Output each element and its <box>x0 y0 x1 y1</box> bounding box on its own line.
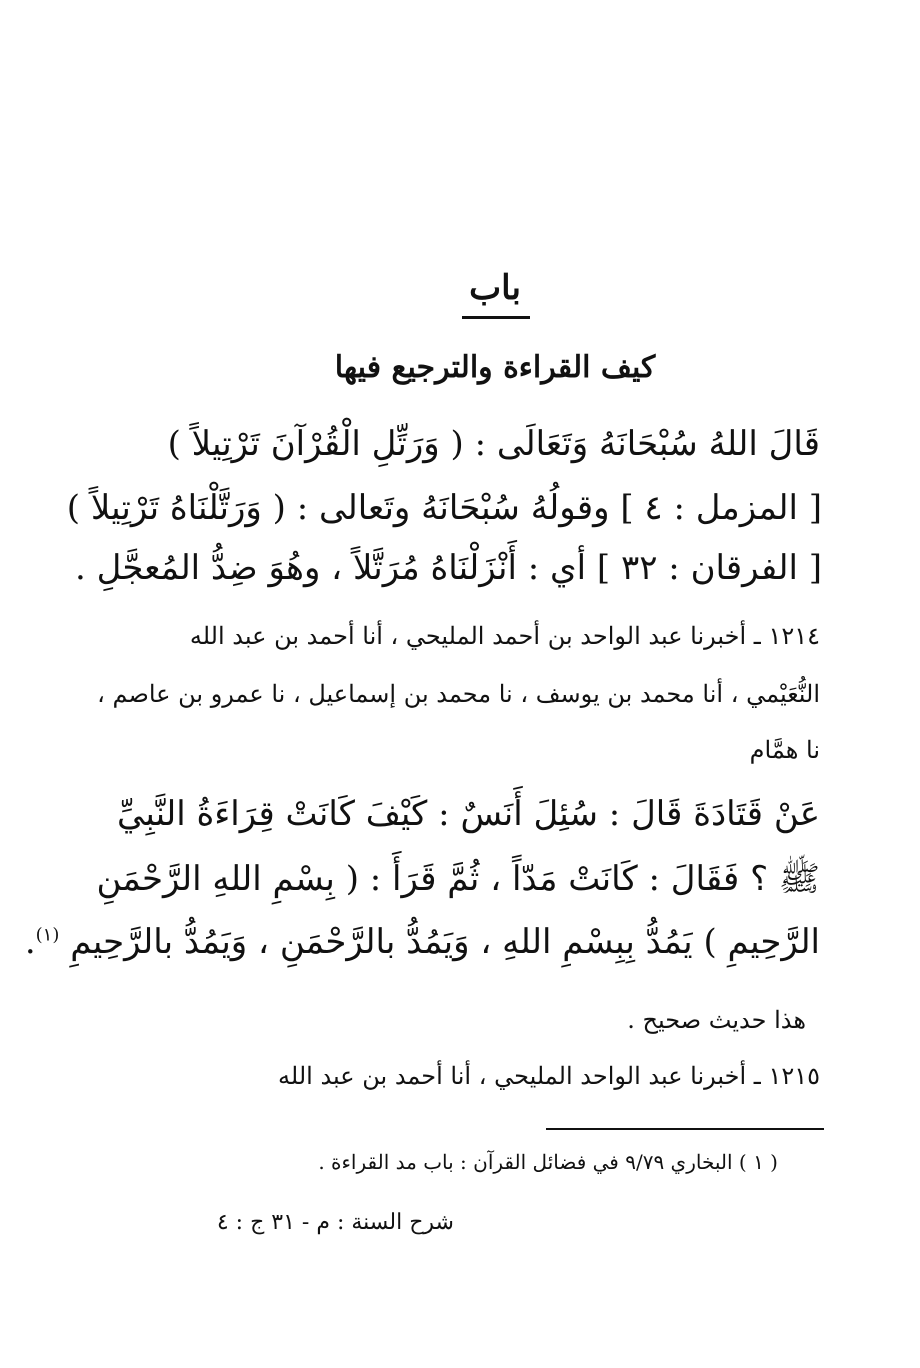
footnote-separator <box>546 1128 824 1130</box>
hadith-1214-isnad-line-3: نا همَّام <box>749 736 820 764</box>
hadith-1215-isnad-line-1: ١٢١٥ ـ أخبرنا عبد الواحد المليحي ، أنا أحمد بن عبد الله <box>278 1062 820 1090</box>
hadith-1214-matn-line-1: عَنْ قَتَادَةَ قَالَ : سُئِلَ أَنَسٌ : كَيْفَ كَانَتْ قِرَاءَةُ النَّبِيِّ <box>116 794 820 834</box>
verse-line-2: [ المزمل : ٤ ] وقولُهُ سُبْحَانَهُ وتَعالى : ( وَرَتَّلْنَاهُ تَرْتِيلاً ) <box>66 488 822 528</box>
hadith-1214-matn-end: . <box>24 922 36 962</box>
chapter-title-underline <box>462 316 530 319</box>
section-heading: كيف القراءة والترجيع فيها <box>334 350 656 385</box>
hadith-1214-matn-line-3 <box>25 922 820 962</box>
chapter-title: باب <box>469 268 521 308</box>
verse-line-1: قَالَ اللهُ سُبْحَانَهُ وَتَعَالَى : ( وَرَتِّلِ الْقُرْآنَ تَرْتِيلاً ) <box>167 424 820 464</box>
footnote-1: ( ١ ) البخاري ٩/٧٩ في فضائل القرآن : باب مد القراءة . <box>318 1150 778 1174</box>
hadith-grade: هذا حديث صحيح . <box>627 1006 806 1034</box>
footnote-reference: (١) <box>35 924 60 946</box>
verse-line-3: [ الفرقان : ٣٢ ] أي : أَنْزَلْنَاهُ مُرَتَّلاً ، وهُوَ ضِدُّ المُعجَّلِ . <box>74 548 822 588</box>
hadith-1214-isnad-line-2: النُّعَيْمي ، أنا محمد بن يوسف ، نا محمد بن إسماعيل ، نا عمرو بن عاصم ، <box>97 680 820 708</box>
hadith-1214-matn-line-3-text: الرَّحِيمِ ) يَمُدُّ بِبِسْمِ اللهِ ، وَيَمُدُّ بالرَّحْمَنِ ، وَيَمُدُّ بالرَّحِيمِ <box>70 922 820 962</box>
page-signature: شرح السنة : م - ٣١ ج : ٤ <box>216 1210 454 1235</box>
hadith-1214-isnad-line-1: ١٢١٤ ـ أخبرنا عبد الواحد بن أحمد المليحي ، أنا أحمد بن عبد الله <box>189 622 820 650</box>
hadith-1214-matn-line-2: ﷺ ؟ فَقَالَ : كَانَتْ مَدّاً ، ثُمَّ قَرَأَ : ( بِسْمِ اللهِ الرَّحْمَنِ <box>96 859 820 899</box>
